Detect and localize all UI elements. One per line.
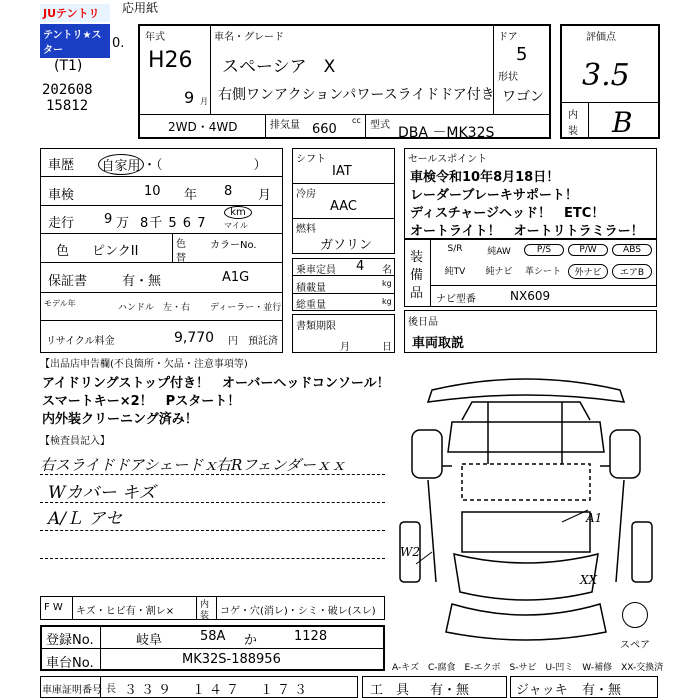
spare-label: スペア	[620, 640, 650, 651]
floor-items-2: コゲ・穴(消レ)・シミ・破レ(スレ)	[220, 606, 376, 617]
inspection-year: 10	[144, 184, 161, 199]
equipment-label-1: 装	[410, 250, 424, 265]
handle-label: ハンドル 左・右	[118, 303, 191, 313]
color-gae: 替	[176, 253, 186, 264]
dealer-label: ディーラー・並行	[210, 303, 282, 313]
registration-class: 58A	[200, 629, 226, 644]
inspection-month: 8	[224, 184, 233, 199]
recycle-label: リサイクル料金	[46, 336, 115, 347]
model-value: DBA －MK32S	[398, 125, 495, 141]
mark-w2: W2	[400, 545, 420, 559]
rating-score: 3.5	[582, 58, 630, 93]
shift-value: IAT	[332, 164, 352, 179]
ac-label: 冷房	[296, 189, 316, 200]
doors-label: ドア	[498, 32, 518, 43]
floor-interior-2: 装	[200, 611, 210, 621]
sales-points-label: セールスポイント	[408, 154, 488, 165]
equipment-item: 外ナビ	[568, 264, 608, 279]
registration-kana: か	[244, 633, 258, 648]
year-label: 年式	[145, 32, 165, 43]
equipment-item: ABS	[612, 244, 652, 256]
interior-label-1: 内	[568, 110, 578, 121]
lot-code: (T1)	[54, 58, 83, 74]
cc-unit: cc	[352, 116, 361, 125]
inspector-label: 【検査員記入】	[40, 436, 110, 447]
mileage-unit-mile: マイル	[224, 221, 248, 230]
left-no: 0.	[112, 36, 125, 51]
seats-value: 4	[356, 259, 365, 274]
equipment-item: P/W	[568, 244, 608, 256]
year-value: H26	[148, 48, 193, 73]
color-iro: 色	[176, 239, 186, 250]
equipment-item: 純AW	[487, 247, 511, 257]
mileage-label: 走行	[48, 216, 75, 231]
drive-value: 2WD・4WD	[168, 120, 238, 134]
doors-value: 5	[516, 44, 528, 65]
registration-label: 登録No.	[46, 633, 94, 648]
warranty-value: 有・無	[122, 274, 162, 289]
mileage-man-unit: 万	[116, 216, 130, 231]
certificate-prefix: 長	[106, 684, 116, 695]
inspector-note-1b: 右Rフェンダーｘｘ	[216, 456, 346, 474]
equipment-item: エアB	[612, 264, 652, 279]
interior-label-2: 装	[568, 126, 578, 137]
car-condition-diagram	[392, 372, 660, 652]
postfit-label: 後日品	[408, 317, 438, 328]
fuel-label: 燃料	[296, 224, 316, 235]
postfit-value: 車両取説	[412, 336, 465, 351]
mileage-man: 9	[104, 212, 113, 227]
inspector-note-2: Wカバー キズ	[48, 483, 156, 503]
navi-label: ナビ型番	[436, 294, 476, 305]
color-value: ピンクII	[92, 244, 139, 259]
month-value: 9	[184, 88, 195, 107]
seller-note-3: 内外装クリーニング済み！	[42, 412, 198, 427]
seller-note-1: アイドリングストップ付き！ オーバーヘッドコンソール！	[42, 376, 390, 391]
vehicle-grade: 右側ワンアクションパワースライドドア付き	[218, 87, 495, 103]
equipment-item: 純ナビ	[485, 267, 513, 277]
recycle-unit: 円 預託済	[228, 336, 278, 347]
documents-day: 日	[382, 342, 392, 353]
chassis-label: 車台No.	[46, 656, 94, 671]
vehicle-name: スペーシア X	[222, 57, 336, 77]
equipment-item: 純TV	[444, 267, 466, 277]
inspection-year-unit: 年	[184, 188, 198, 203]
mark-a1: A1	[586, 511, 603, 525]
cc-label: 排気量	[270, 120, 300, 131]
lot-num-1: 202608	[42, 82, 93, 98]
equipment-item: 革シート	[524, 267, 561, 277]
floor-label: F W	[44, 602, 63, 613]
model-year-label: モデル年	[44, 299, 76, 308]
tools-value: 有・無	[430, 683, 470, 698]
color-label: 色	[56, 244, 70, 259]
navi-value: NX609	[510, 289, 551, 303]
sales-point-2: レーダーブレーキサポート！	[410, 188, 578, 203]
seller-notes-label: 【出品店申告欄(不良箇所・欠品・注意事項等)	[40, 359, 248, 370]
warranty-label: 保証書	[48, 274, 88, 289]
certificate-label: 車庫証明番号	[42, 685, 102, 696]
model-label: 型式	[370, 120, 390, 131]
header-top-text: 応用紙	[122, 1, 159, 15]
spare-tire-icon	[622, 602, 648, 628]
registration-area: 岐阜	[136, 633, 163, 648]
auction-logo	[40, 4, 110, 56]
sales-point-3: ディスチャージヘッド！ ETC！	[410, 206, 605, 221]
load-unit: kg	[382, 279, 392, 288]
name-label: 車名・グレード	[214, 32, 284, 43]
damage-legend: A-キズ C-腐食 E-エクボ S-サビ U-凹ミ W-補修 XX-交換済	[392, 663, 664, 673]
month-unit: 月	[200, 97, 208, 106]
shift-label: シフト	[296, 154, 326, 165]
history-label: 車歴	[48, 158, 75, 173]
seller-note-2: スマートキー×2！ Pスタート！	[42, 394, 241, 409]
equipment-item: S/R	[447, 244, 463, 254]
jack-label: ジャッキ	[516, 683, 568, 698]
inspection-label: 車検	[48, 188, 75, 203]
interior-score: B	[612, 106, 633, 139]
body-value: ワゴン	[502, 89, 544, 105]
inspection-month-unit: 月	[258, 188, 272, 203]
registration-number: 1128	[294, 629, 328, 644]
rating-label: 評価点	[586, 32, 616, 43]
cc-value: 660	[312, 122, 337, 137]
mileage-digits: 8千 5 6 7	[140, 216, 207, 231]
inspector-note-1a: 右スライドドアシェードｘ	[40, 456, 219, 474]
documents-label: 書類期限	[296, 321, 336, 332]
logo-sub: テントリ★スター	[40, 24, 110, 58]
seats-label: 乗車定員	[296, 265, 336, 276]
inspector-note-3: A/Ｌ アセ	[48, 509, 123, 529]
fuel-value: ガソリン	[320, 238, 373, 253]
documents-month: 月	[340, 342, 350, 353]
recycle-value: 9,770	[174, 330, 215, 346]
equipment-label-2: 備	[410, 268, 424, 283]
load-label: 積載量	[296, 283, 326, 294]
lot-num-2: 15812	[46, 98, 89, 114]
certificate-digits: ３３９ １４７ １７３	[124, 683, 312, 698]
color-no-label: カラーNo.	[210, 240, 257, 251]
history-value: 自家用	[98, 154, 144, 175]
body-label: 形状	[498, 72, 518, 83]
seats-unit: 名	[382, 265, 392, 276]
mark-xx: XX	[580, 573, 598, 587]
ac-value: AAC	[330, 199, 357, 214]
mileage-unit-km: km	[224, 206, 252, 219]
color-no: A1G	[222, 270, 250, 285]
tools-label: 工 具	[370, 683, 410, 698]
weight-label: 総重量	[296, 300, 326, 311]
sales-point-1: 車検令和10年8月18日！	[410, 170, 560, 185]
equipment-label-3: 品	[410, 286, 424, 301]
history-extra: ・（ ）	[143, 158, 267, 173]
logo-text: JUテントリ	[40, 4, 110, 22]
jack-value: 有・無	[582, 683, 622, 698]
floor-items: キズ・ヒビ有・割レ×	[76, 606, 175, 617]
chassis-value: MK32S-188956	[182, 652, 281, 667]
weight-unit: kg	[382, 297, 392, 306]
equipment-item: P/S	[524, 244, 564, 256]
sales-point-4: オートライト！ オートリトラミラー！	[410, 224, 644, 239]
floor-interior-1: 内	[200, 600, 210, 610]
